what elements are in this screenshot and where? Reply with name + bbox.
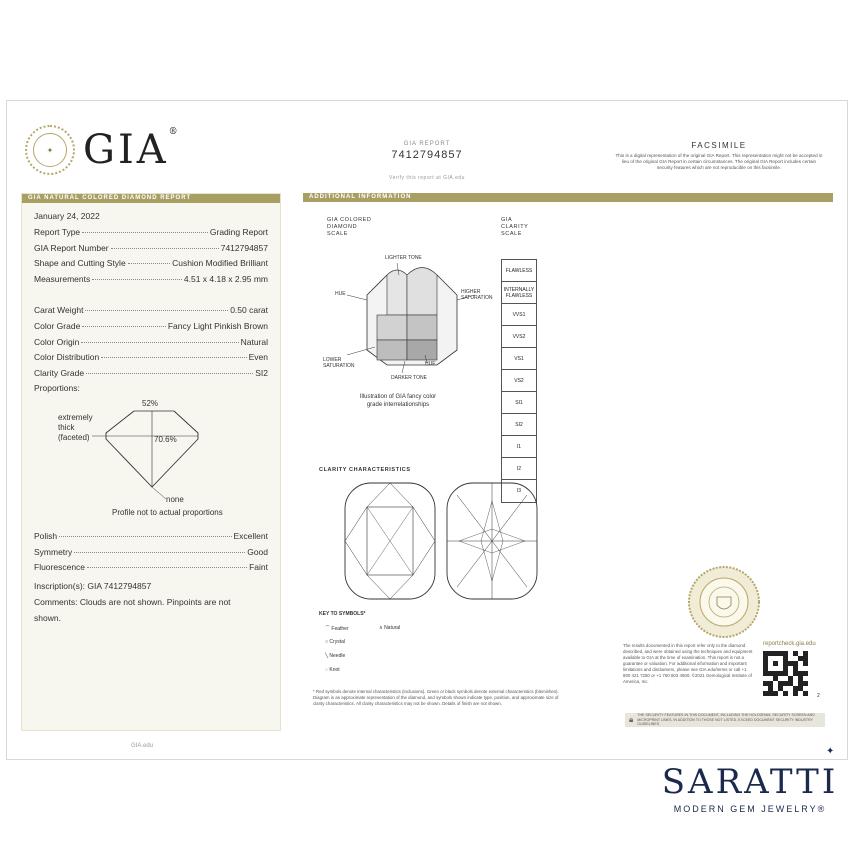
clarity-grade: VS2 [502,370,536,392]
sparkle-icon: ✦ [826,746,835,757]
facsimile-notice [615,141,823,171]
clarity-grade: VS1 [502,348,536,370]
page-number: 2 [817,693,820,699]
proportions-label: Proportions: [34,383,80,394]
key-knot: ◌ Knot [325,667,340,673]
gia-logo-text: GIA® [83,127,181,173]
inscription: Inscription(s): GIA 7412794857 [34,580,152,591]
key-feather: ⌒ Feather [325,626,349,632]
label-hue: HUE [335,291,346,297]
row-clarity-grade: Clarity Grade SI2 [34,367,268,378]
profile-note: Profile not to actual proportions [112,507,223,517]
brand-tagline: MODERN GEM JEWELRY® [673,804,827,814]
row-shape: Shape and Cutting Style Cushion Modified Brilliant [34,258,268,269]
clarity-grade: VVS2 [502,326,536,348]
lock-icon: 🔒︎ [629,715,634,724]
clarity-scale-table [501,259,537,503]
reportcheck-link[interactable]: reportcheck.gia.edu [763,641,816,647]
key-to-symbols-title: KEY TO SYMBOLS* [319,611,366,617]
results-disclaimer: The results documented in this report refer only to the diamond described, and were obtained using the techniques and equipment available to GIA at the time of examination. This report is not a guarantee or valuation. For additional information and important limitations and disclaimers, please see GIA.edu/terms or call +1 800 421 7250 or +1 760 603 4500. ©2021 Gemological Institute of America, Inc. [623,643,753,684]
row-report-number: GIA Report Number 7412794857 [34,242,268,253]
table-percent: 52% [142,398,159,408]
security-text: THE SECURITY FEATURES IN THIS DOCUMENT, INCLUDING THE HOLOGRAM, SECURITY SCREEN AND MICROPRINT LINES, IN ADDITION TO THOSE NOT LISTED, EXCEED DOCUMENT SECURITY INDUSTRY GUIDELINES. [637,713,815,727]
brand-logo [660,762,840,814]
left-panel-title: GIA NATURAL COLORED DIAMOND REPORT [22,194,280,203]
key-crystal: ○ Crystal [325,639,345,645]
clarity-grade: FLAWLESS [502,260,536,282]
label-lighter-tone: LIGHTER TONE [385,255,422,261]
gia-edu-footer[interactable]: GIA.edu [131,743,154,749]
row-color-distribution: Color Distribution Even [34,352,268,363]
row-symmetry: Symmetry Good [34,546,268,557]
facsimile-text: This is a digital representation of the original GIA Report. This representation might not be accepted in lieu of the original GIA Report in certain circumstances. The original GIA Report includes certain security features which are not reproducible on this facsimile. [615,153,823,170]
gia-seal-icon: ✦ [25,125,75,175]
verify-link[interactable]: Verify this report at GIA.edu [389,175,465,181]
label-lower-saturation: LOWER SATURATION [323,357,355,369]
clarity-grade: SI2 [502,414,536,436]
label-hue-2: HUE [425,361,436,367]
crown-plot-diagram [343,481,437,601]
comments: Comments: Clouds are not shown. Pinpoints are not shown. [34,596,231,623]
row-measurements: Measurements 4.51 x 4.18 x 2.95 mm [34,273,268,284]
clarity-grade: I3 [516,488,522,494]
clarity-grade: I1 [502,436,536,458]
gia-report-document [6,100,848,760]
label-darker-tone: DARKER TONE [391,375,427,381]
row-color-origin: Color Origin Natural [34,336,268,347]
report-label: GIA REPORT [403,141,451,147]
illustration-caption: Illustration of GIA fancy color grade interrelationships [359,394,437,408]
report-number: 7412794857 [391,149,463,161]
brand-name: SARATTI [661,762,839,802]
row-color-grade: Color Grade Fancy Light Pinkish Brown [34,320,268,331]
row-carat-weight: Carat Weight 0.50 carat [34,305,268,316]
clarity-grade: SI1 [502,392,536,414]
clarity-scale-title: GIA CLARITY SCALE [501,217,529,237]
key-natural: ∧ Natural [379,625,401,631]
clarity-grade: I2 [502,458,536,480]
culet-value: none [166,494,184,504]
depth-percent: 70.6% [154,434,177,444]
key-needle: ╲ Needle [325,653,346,659]
girdle-line2: thick [58,422,75,432]
row-fluorescence: Fluorescence Faint [34,562,268,573]
girdle-line1: extremely [58,412,93,422]
pavilion-plot-diagram [445,481,539,601]
report-date: January 24, 2022 [34,211,100,221]
proportions-diagram [34,399,268,519]
girdle-line3: (faceted) [58,432,90,442]
color-scale-title: GIA COLORED DIAMOND SCALE [327,217,372,237]
security-strip [625,713,825,727]
facsimile-title: FACSIMILE [691,141,747,150]
clarity-grade: VVS1 [502,304,536,326]
qr-code-icon[interactable] [763,651,808,696]
row-polish: Polish Excellent [34,530,268,541]
right-panel-title: ADDITIONAL INFORMATION [303,193,833,202]
clarity-grade: INTERNALLY FLAWLESS [502,282,536,304]
natural-colored-diamond-report-panel [21,193,281,731]
symbols-note: * Red symbols denote internal characteristics (inclusions). Green or black symbols denote external characteristics (blemishes). Diagram is an approximate representation of the diamond, and symbols shown indicate type, position, and approximate size of clarity characteristics. All clarity characteristics may not be shown. Details of finish are not shown. [313,689,559,706]
row-report-type: Report Type Grading Report [34,227,268,237]
label-higher-saturation: HIGHER SATURATION [461,289,493,301]
clarity-characteristics-title: CLARITY CHARACTERISTICS [319,467,411,473]
report-header [377,141,477,161]
additional-information-panel [303,193,833,731]
gia-gold-seal-icon [687,565,761,639]
gia-logo [25,125,181,175]
